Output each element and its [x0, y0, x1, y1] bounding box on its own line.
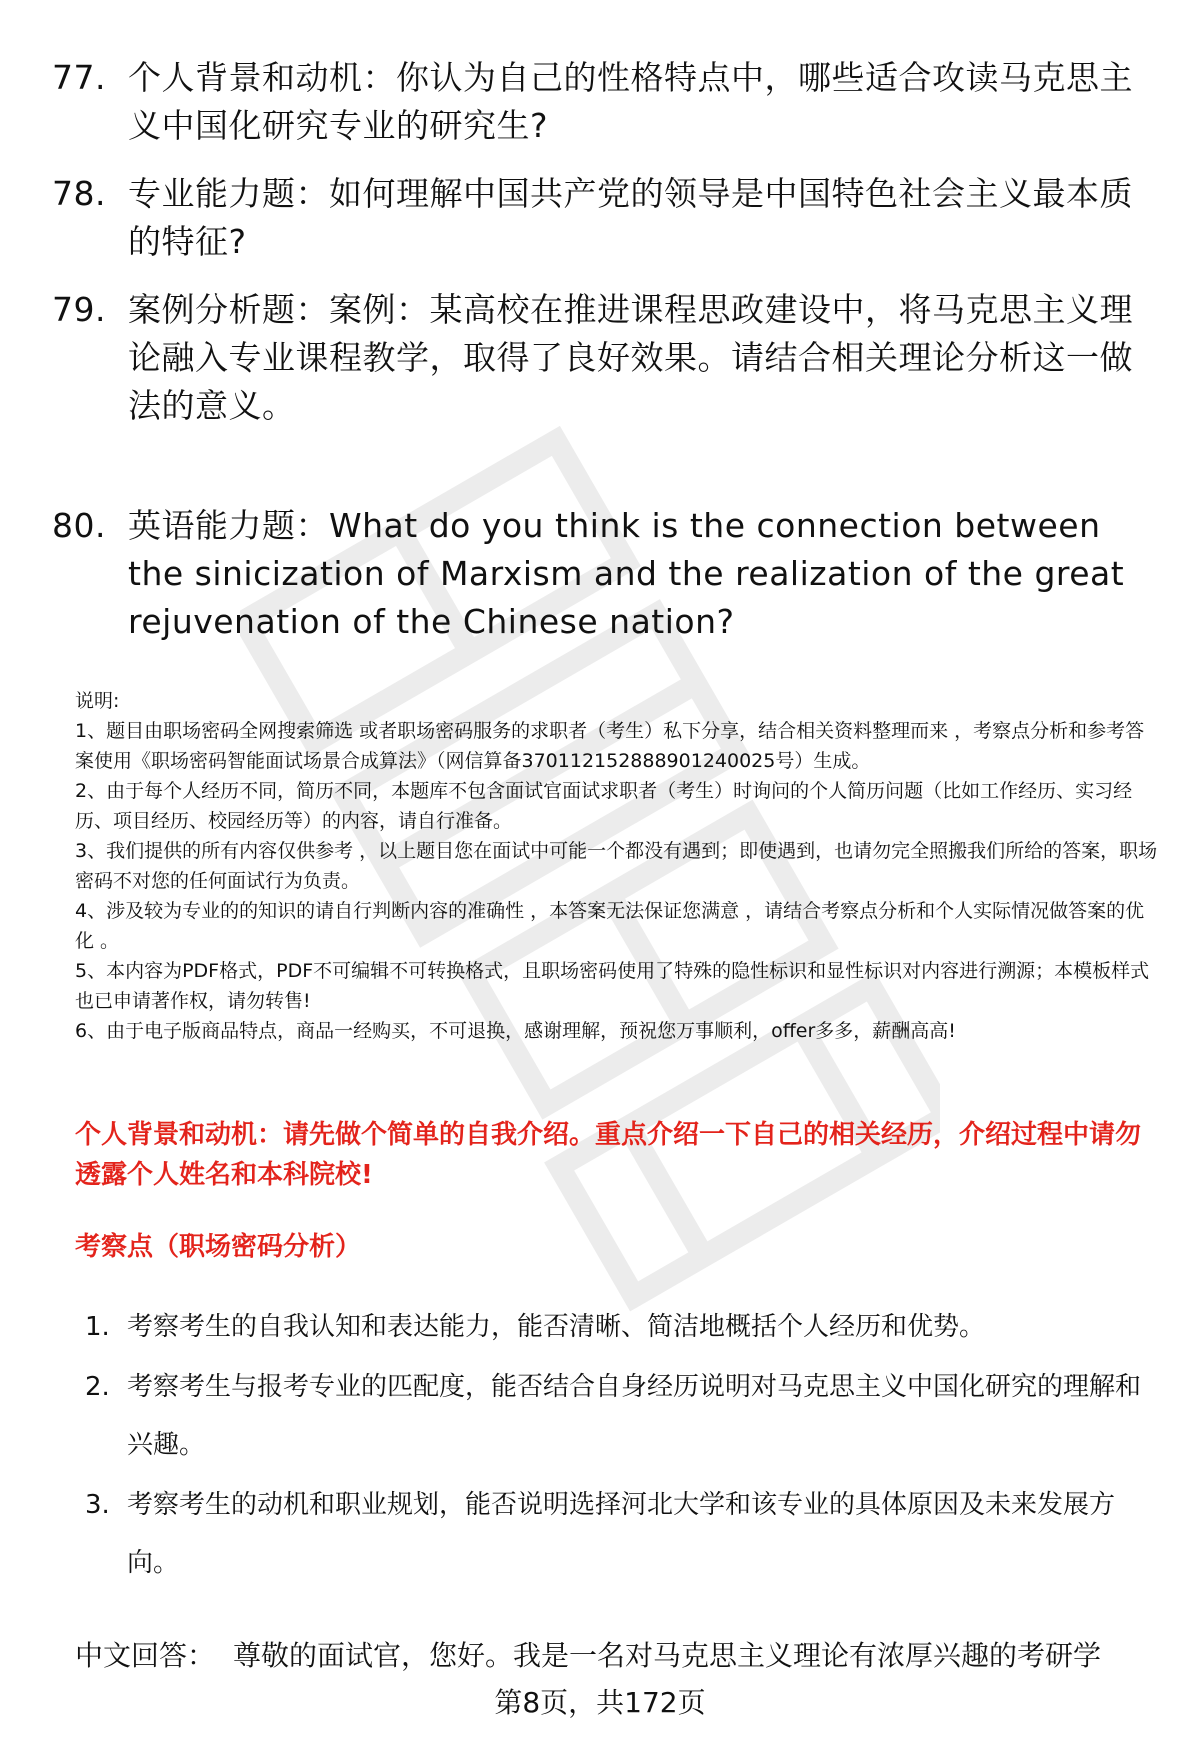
page-footer: 第8页，共172页: [494, 1686, 706, 1719]
question-number: 78.: [52, 174, 106, 213]
answer-label: 中文回答：: [75, 1639, 216, 1672]
kaocha-heading: 考察点（职场密码分析）: [75, 1232, 362, 1262]
notes-title: 说明:: [75, 690, 120, 712]
list-item: [85, 1298, 1160, 1356]
note-item: 4、涉及较为专业的的知识的请自行判断内容的准确性 ，本答案无法保证您满意 ，请结合考察点分析和个人实际情况做答案的优化 。: [75, 900, 1145, 952]
question-text: 英语能力题：What do you think is the connection between the sinicization of Marxism and the realization of the great rejuvenation of the Chinese nation?: [128, 506, 1125, 641]
note-item: 5、本内容为PDF格式，PDF不可编辑不可转换格式，且职场密码使用了特殊的隐性标识和显性标识对内容进行溯源；本模板样式也已申请著作权，请勿转售!: [75, 960, 1150, 1012]
question-78: [52, 170, 1152, 266]
notes-section: [75, 686, 1160, 1046]
note-item: 3、我们提供的所有内容仅供参考 ，以上题目您在面试中可能一个都没有遇到；即使遇到，也请勿完全照搬我们所给的答案，职场密码不对您的任何面试行为负责。: [75, 840, 1158, 892]
question-79: [52, 286, 1152, 430]
list-number: 2.: [85, 1372, 110, 1402]
list-text: 考察考生的动机和职业规划，能否说明选择河北大学和该专业的具体原因及未来发展方向。: [127, 1490, 1116, 1578]
question-77: [52, 54, 1152, 150]
list-number: 3.: [85, 1490, 110, 1520]
section-question: 个人背景和动机：请先做个简单的自我介绍。重点介绍一下自己的相关经历，介绍过程中请勿透露个人姓名和本科院校!: [75, 1120, 1142, 1190]
note-item: 1、题目由职场密码全网搜索筛选 或者职场密码服务的求职者（考生）私下分享，结合相关资料整理而来 ，考察点分析和参考答案使用《职场密码智能面试场景合成算法》（网信算备370112152888901240025号）生成。: [75, 720, 1145, 772]
question-text: 专业能力题：如何理解中国共产党的领导是中国特色社会主义最本质的特征?: [128, 174, 1133, 261]
question-80: [52, 502, 1152, 646]
question-number: 80.: [52, 506, 106, 545]
list-number: 1.: [85, 1312, 110, 1342]
kaocha-list: [85, 1298, 1160, 1594]
list-text: 考察考生与报考专业的匹配度，能否结合自身经历说明对马克思主义中国化研究的理解和兴趣。: [127, 1372, 1142, 1460]
question-number: 77.: [52, 58, 106, 97]
question-text: 案例分析题：案例：某高校在推进课程思政建设中，将马克思主义理论融入专业课程教学，取得了良好效果。请结合相关理论分析这一做法的意义。: [128, 290, 1133, 425]
question-number: 79.: [52, 290, 106, 329]
list-item: [85, 1476, 1160, 1592]
question-text: 个人背景和动机：你认为自己的性格特点中，哪些适合攻读马克思主义中国化研究专业的研究生?: [128, 58, 1133, 145]
note-item: 2、由于每个人经历不同，简历不同，本题库不包含面试官面试求职者（考生）时询问的个人简历问题（比如工作经历、实习经历、项目经历、校园经历等）的内容，请自行准备。: [75, 780, 1133, 832]
answer-text: 尊敬的面试官，您好。我是一名对马克思主义理论有浓厚兴趣的考研学: [233, 1639, 1102, 1672]
note-item: 6、由于电子版商品特点，商品一经购买，不可退换，感谢理解，预祝您万事顺利，offer多多，薪酬高高!: [75, 1020, 956, 1042]
list-text: 考察考生的自我认知和表达能力，能否清晰、简洁地概括个人经历和优势。: [127, 1312, 986, 1342]
answer-section: [75, 1636, 1175, 1676]
list-item: [85, 1358, 1160, 1474]
